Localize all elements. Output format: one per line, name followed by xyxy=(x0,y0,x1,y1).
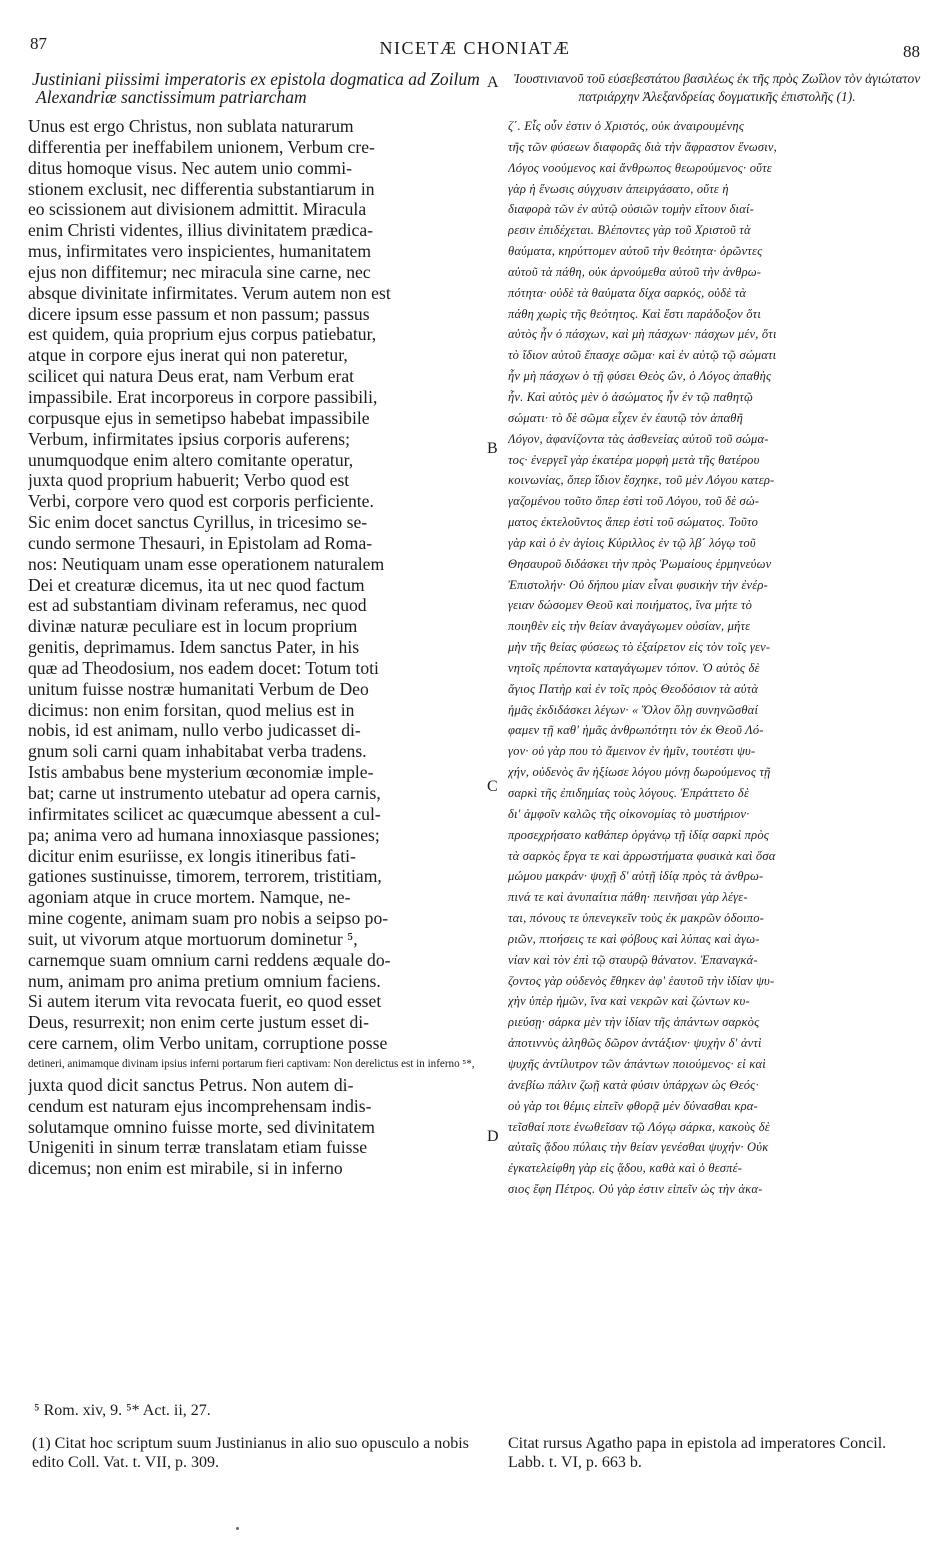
section-marker-a: A xyxy=(487,74,499,91)
source-note-right: Citat rursus Agatho papa in epistola ad imperatores Concil. Labb. t. VI, p. 663 b. xyxy=(508,1435,887,1471)
latin-text-line: unumquodque enim altero comitante operatur, xyxy=(28,449,354,470)
latin-text-line: est quidem, quia proprium ejus corpus patiebatur, xyxy=(28,324,377,345)
latin-text-line: agoniam atque in cruce mortem. Namque, ne- xyxy=(28,887,351,908)
greek-text-line: θαύματα, κηρύττομεν αὐτοῦ τὴν θεότητα· ὁρῶντες xyxy=(508,244,763,259)
greek-text-line: σιος ἔφη Πέτρος. Οὐ γὰρ ἐστιν εἰπεῖν ὡς τὴν ἀκα- xyxy=(508,1182,763,1197)
section-marker-b: B xyxy=(487,440,498,457)
greek-text-line: προσεχρήσατο καθάπερ ὀργάνῳ τῇ ἰδίᾳ σαρκὶ πρὸς xyxy=(508,827,770,842)
footnote: ⁵ Rom. xiv, 9. ⁵* Act. ii, 27. xyxy=(34,1402,211,1419)
greek-text-line: ματος ἐκτελοῦντος ἅπερ ἐστὶ τοῦ σώματος. Τοῦτο xyxy=(508,515,759,530)
latin-text-line: eo scissionem aut divisionem admittit. Miracula xyxy=(28,199,367,220)
greek-text-line: Θησαυροῦ διδάσκει τὴν πρὸς Ῥωμαίους ἑρμηνεύων xyxy=(508,556,772,571)
greek-text-line: ἐγκατελείφθη γὰρ εἰς ᾅδου, καθὰ καὶ ὁ θεσπέ- xyxy=(508,1161,743,1176)
latin-text-line: mine cogente, animam suam pro nobis a seipso po- xyxy=(28,908,389,929)
page-number-left: 87 xyxy=(30,34,47,53)
latin-text-body xyxy=(28,116,480,1179)
latin-text-line: corpusque ejus in semetipso habebat impassibile xyxy=(28,407,370,428)
latin-text-line: dicimus: non enim forsitan, quod melius est in xyxy=(28,699,355,720)
latin-text-line: dicitur enim esuriisse, ex longis itineribus fati- xyxy=(28,845,356,866)
latin-text-line: gnum soli carni quam inhabitabat verba tradens. xyxy=(28,741,367,762)
greek-column-title: Ἰουστινιανοῦ τοῦ εὐσεβεστάτου βασιλέως ἐκ τῆς πρὸς Ζωΐλον τὸν ἁγιώτατον πατριάρχην Ἀλεξανδρείας δογματικῆς ἐπιστολῆς (1). xyxy=(513,71,921,104)
section-marker-d: D xyxy=(487,1128,499,1145)
greek-text-line: χὴν ὑπὲρ ἡμῶν, ἵνα καὶ νεκρῶν καὶ ζώντων κυ- xyxy=(508,994,750,1009)
latin-text-line: Dei et creaturæ dicemus, ita ut nec quod factum xyxy=(28,574,365,595)
latin-text-line: divinæ naturæ peculiare est in locum proprium xyxy=(28,616,358,637)
greek-text-line: πινά τε καὶ ἀνυπαίτια πάθη· πεινῆσαι γὰρ λέγε- xyxy=(508,890,748,905)
greek-text-line: αὐτὸς ἦν ὁ πάσχων, καὶ μὴ πάσχων· πάσχων μέν, ὅτι xyxy=(508,327,777,342)
latin-text-line: Si autem iterum vita revocata fuerit, eo quod esset xyxy=(28,991,382,1012)
latin-text-line: nobis, id est animam, nullo verbo judicasset di- xyxy=(28,720,361,741)
greek-text-line: Λόγος νοούμενος καὶ ἄνθρωπος θεωρούμενος· οὔτε xyxy=(508,160,772,175)
latin-text-line: cere carnem, olim Verbo unitam, corruptione posse xyxy=(28,1033,388,1054)
greek-text-line: μὴν τῆς θείας φύσεως τὸ ἐξαίρετον εἰς τὸν τοῖς γεν- xyxy=(508,640,771,655)
latin-text-line: dicemus; non enim est mirabile, si in inferno xyxy=(28,1158,343,1179)
greek-text-line: ψυχῆς ἀντίλυτρον τῶν ἁπάντων ποιούμενος· εἰ καὶ xyxy=(508,1056,766,1071)
section-marker-c: C xyxy=(487,778,498,795)
greek-text-line: κοινωνίας, ὅπερ ἴδιον ἔσχηκε, τοῦ μὲν Λόγου κατερ- xyxy=(508,473,775,488)
greek-text-line: γειαν δώσομεν Θεοῦ καὶ ποιήματος, ἵνα μήτε τὸ xyxy=(508,598,753,613)
latin-text-line: Verbi, corpore vero quod est corporis perficiente. xyxy=(28,491,374,512)
greek-column xyxy=(508,70,926,1200)
page-header xyxy=(0,30,950,62)
latin-text-line: differentia per ineffabilem unionem, Verbum cre- xyxy=(28,136,375,157)
greek-text-line: ἡμᾶς ἐκδιδάσκει λέγων· « Ὅλον ὅλῃ συνηνῶσθαί xyxy=(508,702,759,717)
greek-text-line: ποιηθὲν εἰς τὴν θείαν ἀναγάγωμεν οὐσίαν, μήτε xyxy=(508,619,751,634)
latin-text-line: juxta quod proprium habuerit; Verbo quod est xyxy=(28,470,350,491)
latin-column-title: Justiniani piissimi imperatoris ex epistola dogmatica ad Zoilum Alexandriæ sanctissimum patriarcham xyxy=(32,69,480,107)
greek-text-line: γὰρ ἡ ἕνωσις σύγχυσιν ἀπειργάσατο, οὔτε ἡ xyxy=(508,181,729,196)
source-note-left: (1) Citat hoc scriptum suum Justinianus in alio suo opusculo a nobis edito Coll. Vat. t. VII, p. 309. xyxy=(32,1435,469,1471)
greek-text-line: φαμεν τῇ καθ' ἡμᾶς ἀνθρωπότητι τὸν ἐκ Θεοῦ Λό- xyxy=(508,723,764,738)
latin-text-line: infirmitates scilicet ac quæcumque abessent a cul- xyxy=(28,803,381,824)
greek-text-line: γον· οὐ γὰρ που τὸ ἄμεινον ἐν ἡμῖν, τουτέστι ψυ- xyxy=(508,744,756,759)
page-number-right: 88 xyxy=(903,42,920,61)
greek-text-line: αὐτοῦ τὰ πάθη, οὐκ ἀρνούμεθα αὐτοῦ τὴν ἀνθρω- xyxy=(508,264,762,279)
greek-text-line: ται, πόνους τε ὑπενεγκεῖν τοὺς ἐκ μακρῶν ὁδοιπο- xyxy=(508,911,765,926)
latin-text-line: bat; carne ut instrumento utebatur ad opera carnis, xyxy=(28,783,381,803)
latin-text-line: dicere ipsum esse passum et non passum; passus xyxy=(28,303,370,324)
latin-text-line: Verbum, infirmitates ipsius corporis auferens; xyxy=(28,428,350,449)
latin-text-line: cundo sermone Thesauri, in Epistolam ad Roma- xyxy=(28,532,373,553)
greek-text-line: σώματι· τὸ δὲ σῶμα εἶχεν ἐν ἑαυτῷ τὸν ἀπαθῆ xyxy=(508,410,744,425)
greek-text-line: ἦν μὴ πάσχων ὁ τῇ φύσει Θεὸς ὤν, ὁ Λόγος ἀπαθὴς xyxy=(508,369,772,384)
latin-text-line: solutamque omnino fuisse morte, sed divinitatem xyxy=(28,1116,375,1137)
latin-text-line: num, animam pro anima pretium omnium faciens. xyxy=(28,970,381,991)
latin-text-line: gationes sustinuisse, timorem, terrorem, tristitiam, xyxy=(28,866,382,887)
latin-text-line: nos: Neutiquam unam esse operationem naturalem xyxy=(28,553,385,574)
latin-text-line: ditus homoque visus. Nec autem unio commi- xyxy=(28,157,352,178)
greek-text-line: διαφορὰ τῶν ἐν αὐτῷ οὐσιῶν τομὴν εἴτουν διαί- xyxy=(508,202,754,217)
greek-text-line: ρεσιν ἐπιδέχεται. Βλέποντες γὰρ τοῦ Χριστοῦ τὰ xyxy=(508,223,751,238)
greek-text-line: ζοντος γὰρ οὐδενὸς ἔθηκεν ἀφ' ἑαυτοῦ τὴν ἰδίαν ψυ- xyxy=(508,973,775,988)
greek-text-line: ἀνεβίω πάλιν ζωῇ κατὰ φύσιν ὑπάρχων ὡς Θεός· xyxy=(508,1077,759,1092)
greek-text-line: ἦν. Καὶ αὐτὸς μὲν ὁ ἀσώματος ἦν ἐν τῷ παθητῷ xyxy=(508,389,753,404)
greek-text-line: Ἐπιστολήν· Οὐ δήπου μίαν εἶναι φυσικὴν τὴν ἐνέρ- xyxy=(508,577,768,592)
greek-text-line: γαζομένου τοῦτο ὅπερ ἐστὶ τοῦ Λόγου, τοῦ δὲ σώ- xyxy=(508,494,760,509)
greek-text-line: οὐ γὰρ τοι θέμις εἰπεῖν φθορᾷ μὲν δύνασθαι κρα- xyxy=(508,1098,758,1113)
latin-text-line: impassibile. Erat incorporeus in corpore passibili, xyxy=(28,386,378,407)
greek-text-line: τος· ἐνεργεῖ γὰρ ἑκατέρα μορφὴ μετὰ τῆς θατέρου xyxy=(508,452,760,467)
greek-text-line: ριεύσῃ· σάρκα μὲν τὴν ἰδίαν τῆς ἁπάντων σαρκὸς xyxy=(508,1015,760,1030)
latin-text-line: carnemque suam omnium carni reddens æquale do- xyxy=(28,949,391,970)
greek-text-line: ἀποτιννὺς ἀληθῶς δῶρον ἀντάξιον· ψυχὴν δ' ἀντὶ xyxy=(508,1036,762,1051)
greek-text-line: τὰ σαρκὸς ἔργα τε καὶ ἀρρωστήματα φυσικὰ καὶ ὅσα xyxy=(508,848,776,863)
latin-text-line: Istis ambabus bene mysterium œconomiæ imple- xyxy=(28,762,374,783)
greek-text-line: χήν, οὐδενὸς ἂν ἠξίωσε λόγου μόνῃ δωρούμενος τῇ xyxy=(508,765,771,780)
latin-text-line: suit, ut vivorum atque mortuorum dominetur ⁵, xyxy=(28,928,358,949)
latin-text-line: Deus, resurrexit; non enim certe justum esset di- xyxy=(28,1012,370,1033)
latin-text-line: juxta quod dicit sanctus Petrus. Non autem di- xyxy=(28,1074,354,1095)
greek-text-line: ζ΄. Εἷς οὖν ἐστιν ὁ Χριστός, οὐκ ἀναιρουμένης xyxy=(508,119,745,133)
print-speck xyxy=(236,1527,239,1530)
latin-text-line: absque divinitate infirmitates. Verum autem non est xyxy=(28,282,391,303)
greek-text-line: σαρκὶ τῆς ἐπιδημίας τοὺς λόγους. Ἐπράττετο δὲ xyxy=(508,786,750,800)
greek-text-line: ἅγιος Πατὴρ καὶ ἐν τοῖς πρὸς Θεοδόσιον τὰ αὐτὰ xyxy=(508,681,759,696)
greek-text-line: ριῶν, πτοήσεις τε καὶ φόβους καὶ λύπας καὶ ἀγω- xyxy=(508,931,760,946)
latin-text-line: scilicet qui natura Deus erat, nam Verbum erat xyxy=(28,366,355,387)
greek-text-line: μώμου μακράν· ψυχῇ δ' αὐτῇ ἰδίᾳ πρὸς τὰ ἀνθρω- xyxy=(508,869,764,884)
latin-text-line: Unus est ergo Christus, non sublata naturarum xyxy=(28,116,354,136)
latin-text-line: cendum est naturam ejus incomprehensam indis- xyxy=(28,1095,372,1116)
greek-text-line: δι' ἀμφοῖν καλῶς τῆς οἰκονομίας τὸ μυστήριον· xyxy=(508,806,750,821)
latin-text-line: mus, infirmitates vero inspicientes, humanitatem xyxy=(28,241,372,262)
latin-text-line: enim Christi videntes, illius divinitatem prædica- xyxy=(28,220,373,241)
latin-text-line: ejus non diffitemur; nec miracula sine carne, nec xyxy=(28,261,371,282)
greek-text-line: αὐταῖς ᾅδου πύλαις τὴν θείαν γενέσθαι ψυχήν· Οὐκ xyxy=(508,1140,769,1155)
latin-text-line: Unigeniti in sinum terræ translatam etiam fuisse xyxy=(28,1137,368,1158)
latin-text-line: unitum fuisse nostræ humanitati Verbum de Deo xyxy=(28,678,369,699)
greek-text-line: Λόγον, ἀφανίζοντα τὰς ἀσθενείας αὐτοῦ τοῦ σώμα- xyxy=(508,431,769,446)
greek-text-line: τεῖσθαί ποτε ἑνωθεῖσαν τῷ Λόγῳ σάρκα, κακοὺς δὲ xyxy=(508,1119,770,1134)
running-title: NICETÆ CHONIATÆ xyxy=(379,38,571,58)
greek-text-line: νητοῖς πρέποντα καταγάγωμεν τόπον. Ὁ αὐτὸς δὲ xyxy=(508,660,760,675)
latin-text-line: est ad substantiam divinam referamus, nec quod xyxy=(28,595,367,616)
latin-text-line: Sic enim docet sanctus Cyrillus, in tricesimo se- xyxy=(28,512,368,533)
latin-text-line: stionem exclusit, nec differentia substantiarum in xyxy=(28,178,375,199)
latin-column xyxy=(28,70,480,1179)
greek-text-line: γὰρ καὶ ὁ ἐν ἁγίοις Κύριλλος ἐν τῷ λβ΄ λόγῳ τοῦ xyxy=(508,535,756,550)
latin-text-line: pa; anima vero ad humana innoxiasque passiones; xyxy=(28,824,380,845)
greek-text-line: πάθη χωρὶς τῆς θεότητος. Καὶ ἔστι παράδοξον ὅτι xyxy=(508,306,762,321)
greek-text-line: πότητα· οὐδὲ τὰ θαύματα δίχα σαρκός, οὐδὲ τὰ xyxy=(508,285,747,300)
latin-text-line: genitis, deprimamus. Idem sanctus Pater, in his xyxy=(28,637,360,658)
latin-text-line: atque in corpore ejus inerat qui non pateretur, xyxy=(28,345,348,366)
greek-text-line: νίαν καὶ τὸν ἐπὶ τῷ σταυρῷ θάνατον. Ἐπαναγκά- xyxy=(508,952,758,967)
latin-text-line: detineri, animamque divinam ipsius inferni portarum fieri captivam: Non derelictus est in inferno ⁵*, xyxy=(28,1057,475,1070)
greek-text-line: τῆς τῶν φύσεων διαφορᾶς διὰ τὴν ἄφραστον ἕνωσιν, xyxy=(508,139,777,154)
greek-text-body xyxy=(508,116,926,1200)
greek-text-line: τὸ ἴδιον αὐτοῦ ἔπασχε σῶμα· καὶ ἐν αὐτῷ τῷ σώματι xyxy=(508,348,777,363)
latin-text-line: quæ ad Theodosium, nos eadem docet: Totum toti xyxy=(28,657,379,678)
